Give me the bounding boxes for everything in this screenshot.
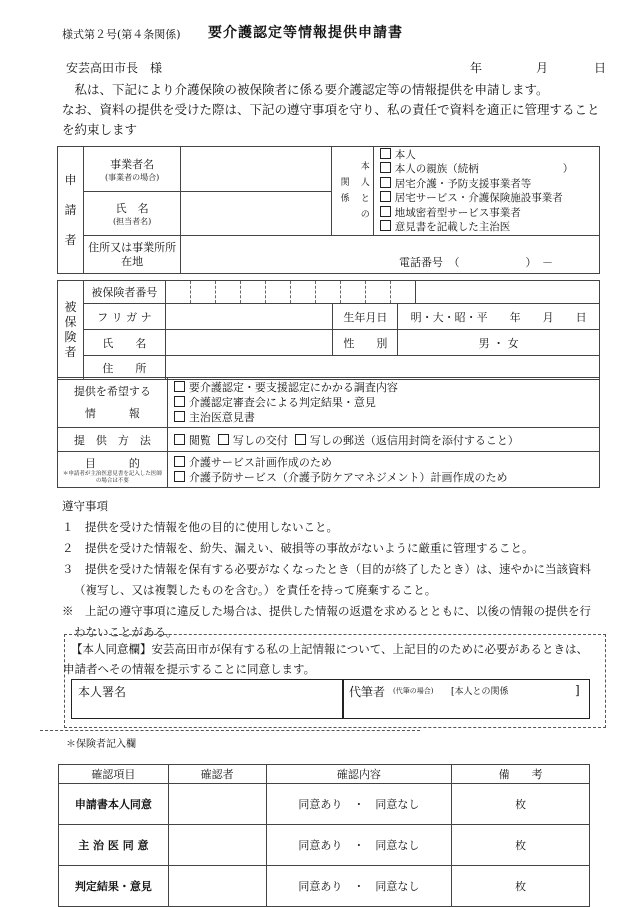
furigana-label: フ リ ガ ナ bbox=[83, 304, 165, 330]
address-field[interactable] bbox=[181, 236, 600, 274]
relation-option[interactable]: 居宅介護・予防支援事業者等 bbox=[380, 177, 596, 192]
conf-note: 枚 bbox=[452, 866, 590, 907]
applicant-section-label: 申 請 者 bbox=[58, 147, 84, 274]
info-option[interactable]: 要介護認定・要支援認定にかかる調査内容 bbox=[174, 380, 596, 395]
date-year: 年 bbox=[470, 61, 483, 75]
insured-name-label: 氏 名 bbox=[83, 330, 165, 356]
checkbox[interactable] bbox=[174, 396, 185, 407]
sex-label: 性 別 bbox=[333, 330, 398, 356]
table-row bbox=[59, 784, 590, 825]
conf-header-note: 備 考 bbox=[452, 765, 590, 784]
applicant-name-field[interactable] bbox=[181, 192, 332, 236]
conf-checker-field[interactable] bbox=[168, 825, 266, 866]
method-label: 提 供 方 法 bbox=[58, 428, 168, 452]
phone-label: 電話番号 （ ） － bbox=[399, 256, 553, 269]
applicant-table bbox=[57, 146, 600, 274]
method-option[interactable]: 写しの郵送（返信用封筒を添付すること） bbox=[295, 434, 519, 447]
checkbox[interactable] bbox=[380, 148, 391, 159]
insured-section-label: 被 保 険 者 bbox=[58, 281, 84, 380]
checkbox[interactable] bbox=[174, 434, 185, 445]
checkbox[interactable] bbox=[380, 177, 391, 188]
purpose-option[interactable]: 介護予防サービス（介護予防ケアマネジメント）計画作成のため bbox=[174, 470, 596, 485]
relation-option[interactable]: 地域密着型サービス事業者 bbox=[380, 206, 596, 221]
info-option[interactable]: 介護認定審査会による判定結果・意見 bbox=[174, 395, 596, 410]
relation-option[interactable]: 意見書を記載した主治医 bbox=[380, 220, 596, 235]
conf-item: 判定結果・意見 bbox=[59, 866, 169, 907]
rule-item: わないことがある。 bbox=[74, 625, 178, 639]
checkbox[interactable] bbox=[218, 434, 229, 445]
relation-option[interactable]: 本人の親族（続柄 ） bbox=[380, 162, 596, 177]
relation-label-col2: 本 人 と の bbox=[358, 147, 374, 236]
form-number: 様式第２号(第４条関係) bbox=[62, 28, 181, 41]
conf-header-checker: 確認者 bbox=[168, 765, 266, 784]
rule-item: （複写し、又は複製したものを含む。）を責任を持って廃棄すること。 bbox=[74, 583, 437, 597]
method-option[interactable]: 写しの交付 bbox=[218, 434, 288, 447]
address-label: 住所又は事業所所在地 bbox=[83, 236, 180, 274]
relation-options bbox=[373, 147, 599, 236]
relation-label-col1: 関 係 bbox=[332, 147, 358, 236]
conf-checker-field[interactable] bbox=[168, 866, 266, 907]
addressee: 安芸高田市長 様 bbox=[66, 61, 163, 75]
intro-line-2: なお、資料の提供を受けた際は、下記の遵守事項を守り、私の責任で資料を適正に管理することを約束します bbox=[62, 102, 600, 137]
proxy-label: 代筆者 bbox=[349, 685, 386, 699]
relation-label: [本人との関係 bbox=[451, 687, 509, 697]
rules-heading: 遵守事項 bbox=[62, 499, 108, 513]
insured-address-field[interactable] bbox=[165, 356, 599, 380]
insured-name-field[interactable] bbox=[165, 330, 333, 356]
info-request-label: 提供を希望する 情 報 bbox=[58, 378, 168, 428]
checkbox[interactable] bbox=[174, 471, 185, 482]
proxy-note: (代筆の場合) bbox=[393, 687, 434, 695]
rule-item: １ 提供を受けた情報を他の目的に使用しないこと。 bbox=[62, 520, 338, 534]
method-options bbox=[167, 428, 599, 452]
info-request-options bbox=[167, 378, 599, 428]
insured-table bbox=[57, 280, 600, 380]
sex-value[interactable]: 男 ・ 女 bbox=[398, 330, 600, 356]
info-option[interactable]: 主治医意見書 bbox=[174, 410, 596, 425]
intro-text bbox=[62, 80, 610, 140]
checkbox[interactable] bbox=[380, 206, 391, 217]
business-name-label: 事業者名 (事業者の場合) bbox=[83, 147, 180, 192]
birth-label: 生年月日 bbox=[333, 304, 398, 330]
signature-box[interactable] bbox=[71, 679, 344, 719]
checkbox[interactable] bbox=[174, 381, 185, 392]
cut-line bbox=[40, 730, 420, 731]
rule-item: ３ 提供を受けた情報を保有する必要がなくなったとき（目的が終了したとき）は、速やかに当該資料 bbox=[62, 562, 591, 576]
rule-item: ２ 提供を受けた情報を、紛失、漏えい、破損等の事故がないように厳重に管理すること。 bbox=[62, 541, 534, 555]
relation-option[interactable]: 本人 bbox=[380, 148, 596, 163]
checkbox[interactable] bbox=[174, 411, 185, 422]
conf-content[interactable]: 同意あり ・ 同意なし bbox=[266, 866, 452, 907]
checkbox[interactable] bbox=[380, 191, 391, 202]
checkbox[interactable] bbox=[174, 456, 185, 467]
table-row bbox=[59, 866, 590, 907]
rules-section bbox=[62, 496, 617, 643]
rule-item: ※ 上記の遵守事項に違反した場合は、提供した情報の返還を求めるとともに、以後の情報の提供を行 bbox=[62, 604, 591, 618]
conf-checker-field[interactable] bbox=[168, 784, 266, 825]
purpose-options bbox=[167, 452, 599, 488]
confirmation-table bbox=[58, 764, 590, 907]
table-row bbox=[59, 825, 590, 866]
date-day: 日 bbox=[594, 61, 607, 75]
date-month: 月 bbox=[536, 61, 549, 75]
insured-number-field[interactable] bbox=[165, 281, 599, 304]
checkbox[interactable] bbox=[380, 220, 391, 231]
purpose-label: 目 的 ＊申請者が主治医意見書を記入した医師の場合は不要 bbox=[58, 452, 168, 488]
conf-item: 申請書本人同意 bbox=[59, 784, 169, 825]
conf-item: 主 治 医 同 意 bbox=[59, 825, 169, 866]
birth-value[interactable]: 明・大・昭・平 年 月 日 bbox=[398, 304, 600, 330]
request-table bbox=[57, 377, 600, 488]
conf-content[interactable]: 同意あり ・ 同意なし bbox=[266, 784, 452, 825]
consent-text: 【本人同意欄】安芸高田市が保有する私の上記情報について、上記目的のために必要があるときは、 申請者へその情報を提示することに同意します。 bbox=[63, 642, 589, 676]
conf-note: 枚 bbox=[452, 825, 590, 866]
business-name-field[interactable] bbox=[181, 147, 332, 192]
proxy-box[interactable] bbox=[342, 679, 590, 719]
method-option[interactable]: 閲覧 bbox=[174, 434, 211, 447]
conf-header-item: 確認項目 bbox=[59, 765, 169, 784]
purpose-option[interactable]: 介護サービス計画作成のため bbox=[174, 455, 596, 470]
relation-close: ] bbox=[575, 683, 580, 697]
insurer-section-label: ＊保険者記入欄 bbox=[66, 739, 136, 750]
conf-content[interactable]: 同意あり ・ 同意なし bbox=[266, 825, 452, 866]
intro-line-1: 私は、下記により介護保険の被保険者に係る要介護認定等の情報提供を申請します。 bbox=[74, 82, 549, 97]
applicant-name-label: 氏 名 (担当者名) bbox=[83, 192, 180, 236]
insured-number-label: 被保険者番号 bbox=[83, 281, 165, 304]
insured-address-label: 住 所 bbox=[83, 356, 165, 380]
checkbox[interactable] bbox=[295, 434, 306, 445]
checkbox[interactable] bbox=[380, 162, 391, 173]
conf-header-content: 確認内容 bbox=[266, 765, 452, 784]
signature-label: 本人署名 bbox=[78, 685, 127, 699]
conf-note: 枚 bbox=[452, 784, 590, 825]
relation-option[interactable]: 居宅サービス・介護保険施設事業者 bbox=[380, 191, 596, 206]
furigana-field[interactable] bbox=[165, 304, 333, 330]
consent-box bbox=[64, 634, 606, 728]
form-header bbox=[62, 22, 602, 42]
document-title: 要介護認定等情報提供申請書 bbox=[208, 25, 403, 41]
